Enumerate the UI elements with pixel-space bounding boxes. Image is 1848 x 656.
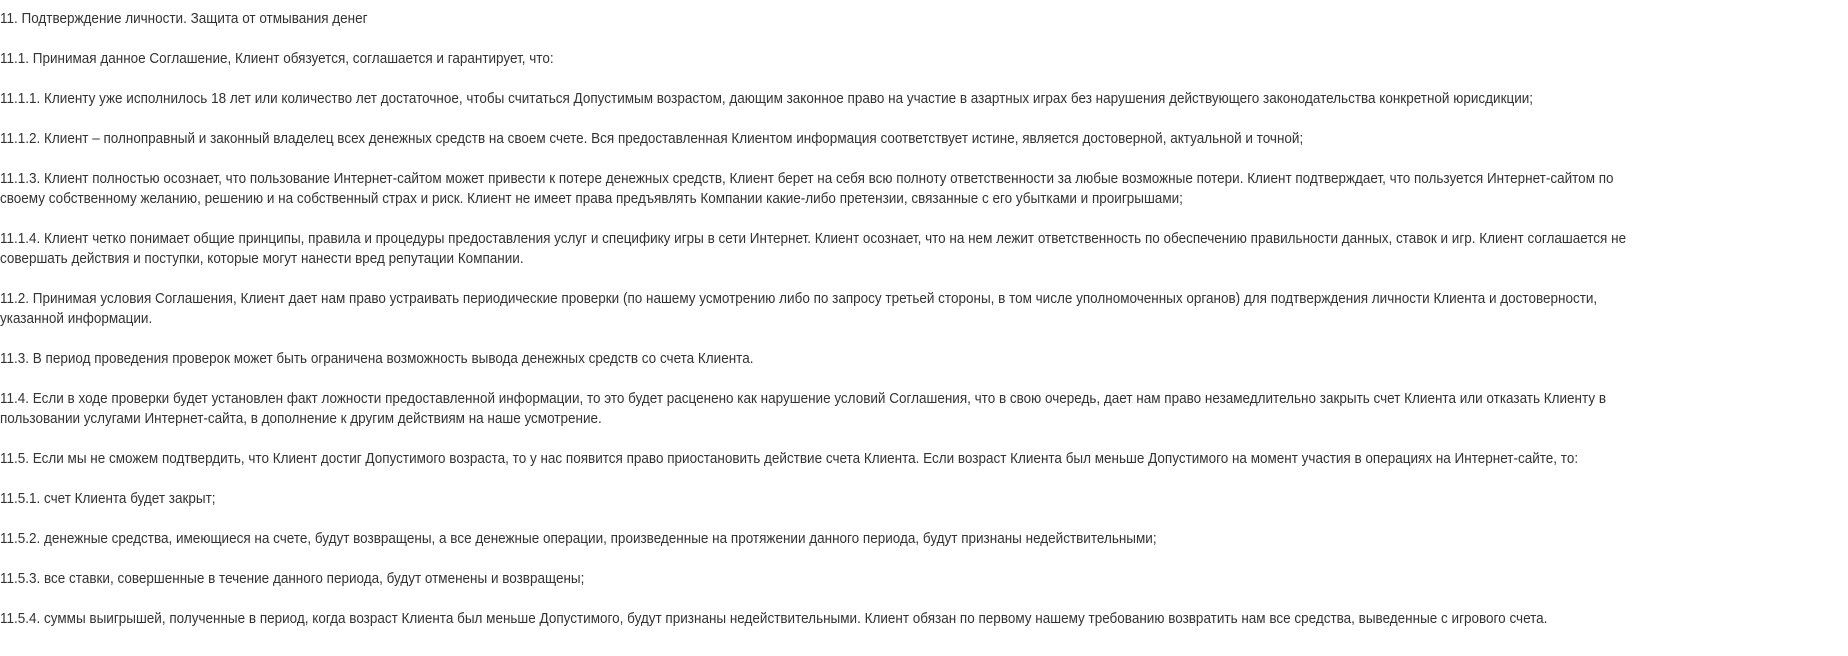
clause-11-1: 11.1. Принимая данное Соглашение, Клиент обязуется, соглашается и гарантирует, что: [0, 50, 554, 67]
clause-11-5: 11.5. Если мы не сможем подтвердить, что Клиент достиг Допустимого возраста, то у нас появится право приостановить действие счета Клиента. Если возраст Клиента был меньше Допустимого на момент участия в операциях на Интернет-сайте, то: [0, 450, 1579, 467]
clause-11-5-4: 11.5.4. суммы выигрышей, полученные в период, когда возраст Клиента был меньше Допустимого, будут признаны недействительными. Клиент обязан по первому нашему требованию возвратить нам все средства, выведенные с игрового счета. [0, 610, 1548, 627]
agreement-section [0, 9, 1661, 649]
clause-11-5-1: 11.5.1. счет Клиента будет закрыт; [0, 490, 216, 507]
clause-11-1-1: 11.1.1. Клиенту уже исполнилось 18 лет или количество лет достаточное, чтобы считаться Допустимым возрастом, дающим законное право на участие в азартных играх без нарушения действующего законодательства конкретной юрисдикции; [0, 90, 1534, 107]
section-heading: 11. Подтверждение личности. Защита от отмывания денег [0, 10, 368, 27]
clause-11-1-3: 11.1.3. Клиент полностью осознает, что пользование Интернет-сайтом может привести к потере денежных средств, Клиент берет на себя всю полноту ответственности за любые возможные потери. Клиент подтверждает, что пользуется Интернет-сайтом по своему собственному желанию, решению и на собственный страх и риск. Клиент не имеет права предъявлять Компании какие-либо претензии, связанные с его убытками и проигрышами; [0, 170, 1614, 207]
clause-11-5-2: 11.5.2. денежные средства, имеющиеся на счете, будут возвращены, а все денежные операции, произведенные на протяжении данного периода, будут признаны недействительными; [0, 530, 1157, 547]
clause-11-3: 11.3. В период проведения проверок может быть ограничена возможность вывода денежных средств со счета Клиента. [0, 350, 754, 367]
clause-11-5-3: 11.5.3. все ставки, совершенные в течение данного периода, будут отменены и возвращены; [0, 570, 585, 587]
clause-11-2: 11.2. Принимая условия Соглашения, Клиент дает нам право устраивать периодические проверки (по нашему усмотрению либо по запросу третьей стороны, в том числе уполномоченных органов) для подтверждения личности Клиента и достоверности, указанной информации. [0, 290, 1598, 327]
clause-11-4: 11.4. Если в ходе проверки будет установлен факт ложности предоставленной информации, то это будет расценено как нарушение условий Соглашения, что в свою очередь, дает нам право незамедлительно закрыть счет Клиента или отказать Клиенту в пользовании услугами Интернет-сайта, в дополнение к другим действиям на наше усмотрение. [0, 390, 1607, 427]
clause-11-1-2: 11.1.2. Клиент – полноправный и законный владелец всех денежных средств на своем счете. Вся предоставленная Клиентом информация соответствует истине, является достоверной, актуальной и точной; [0, 130, 1304, 147]
clause-11-1-4: 11.1.4. Клиент четко понимает общие принципы, правила и процедуры предоставления услуг и специфику игры в сети Интернет. Клиент осознает, что на нем лежит ответственность по обеспечению правильности данных, ставок и игр. Клиент соглашается не совершать действия и поступки, которые могут нанести вред репутации Компании. [0, 230, 1627, 267]
